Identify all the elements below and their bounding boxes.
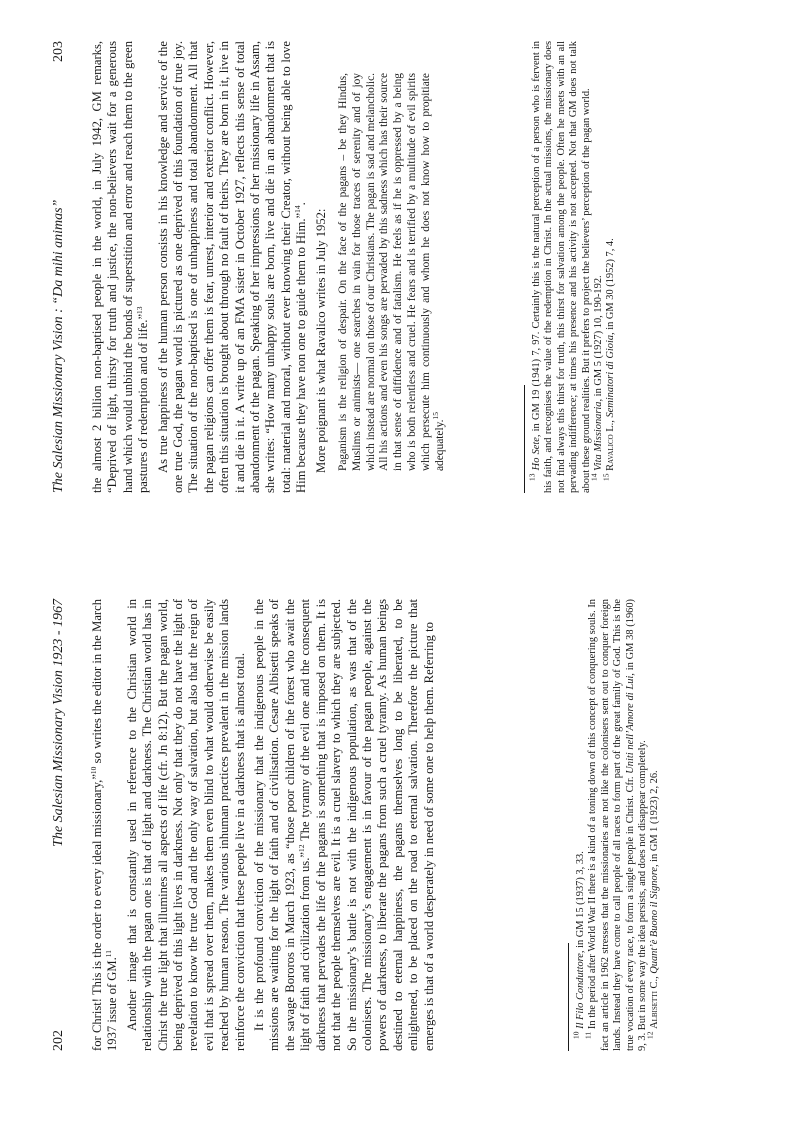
footnote-ref: 14 [293,205,303,213]
block-quote: Paganism is the religion of despair. On the face of the pagans – be they Hindus, Muslims or animists— one searches in vain for those traces of serenity and of joy which instead are normal on those of our Christians. The pagan is sad and melancholic. All his actions and even his songs are pervaded by this sadness which has their source in that sense of diffidence and of fatalism. He feels as if he is oppressed by a being who is both relentless and cruel. He fears and is terrified by a multitude of evil spirits which persecute him continuously and whom he does not know how to propitiate adequately.$^{15}$ [337,73,446,471]
paragraph: It is the profound conviction of the missionary that the indigenous people in the missions are waiting for the light of faith and of civilisation. Cesare Albisetti speaks of the savage Bororos in March 1923, as “those poor children of the forest who await the light of faith and civilization from us.”$^{12}$ The tyranny of the evil one and the consequent darkness that pervades the life of the pagans is something that is imposed on them. It is not that the people themselves are evil. It is a cruel slavery to which they are subjected. So the missionary’s battle is not with the indigenous population, as was that of the colonisers. The missionary’s engagement is in favour of the pagan people, against the powers of darkness, to liberate the pagans from such a cruel tyranny. As human beings destined to eternal happiness, the pagans themselves long to be liberated, to be enlightened, to be placed on the road to eternal salvation. Therefore the picture that emerges is that of a world desperately in need of some one to help them. Referring to [252,599,436,1051]
footnote-divider [524,385,525,493]
right-footnotes [524,41,618,493]
paragraph: More poignant is what Ravalico writes in July 1952: [313,208,328,473]
footnote: $^{12}$ Albisetti C., Quant’è Buono il Signore, in GM 1 (1923) 2, 26. [645,770,661,1039]
paragraph: Another image that is constantly used in reference to the Christian world in relationship with the pagan one is that of light and darkness. The Christian world has in Christ the true light that illumines all aspects of life (cfr. Jn 8:12). But the pagan world, being deprived of this light lives in darkness. Not only that they do not have the light of revelation to know the true God and the only way of salvation, but also that the reign of evil that is spread over them, makes them even blind to what would otherwise be easily reached by human reason. The various inhuman practices prevalent in the mission lands reinforce the conviction that these people live in a darkness that is almost total. [124,599,247,1051]
footnote-ref: 10 [88,766,98,775]
right-running-head [48,41,70,493]
footnote: $^{13}$ Ho Sete, in GM 19 (1941) 7, 97. Certainly this is the natural perception of a person who is fervent in his faith, and recognises the value of the redemption in Christ. In the actual missions, the missionary does not find always this thirst for truth, this thirst for salvation among the people. Often he meets with an all pervading indifference; at times his presence and his activity is not accepted. Not that GM does not talk about these ground realities. But it prefers to project the believers’ perception of the pagan world. [527,41,592,493]
paragraph: As true happiness of the human person consists in his knowledge and service of the one true God, the pagan world is pictured as one deprived of this foundation of true joy. The situation of the non-baptised is one of unhappiness and total abandonment. All that the pagan religions can offer them is fear, unrest, interior and exterior conflict. However, often this situation is brought about through no fault of theirs. They are born in it, live in it and die in it. A write up of an FMA sister in October 1927, reflects this sense of total abandonment of the pagan. Speaking of her impressions of her missionary life in Assam, she writes: “How many unhappy souls are born, live and die in an abandonment that is total: material and moral, without ever knowing their Creator, without being able to love Him because they have non one to guide them to Him.”$^{14}$. [155,41,309,493]
right-body-text [90,41,447,493]
footnote-ref: 11 [104,950,114,958]
paragraph: for Christ! This is the order to every ideal missionary,”$^{10}$ so writes the editor in the March 1937 issue of GM.$^{11}$ [88,599,120,1051]
paragraph: the almost 2 billion non-baptised people in the world, in July 1942, GM remarks, “Deprived of light, thirsty for truth and justice, the non-believers wait for a generous hand which would unbind the bonds of superstition and error and reach them to the green pastures of redemption and of life.”$^{13}$ [90,41,151,493]
footnote: $^{11}$ In the period after World War II there is a kind of a toning down of this concept of conquering souls. In fact an article in 1962 stresses that the missionaries are not like the colonisers sent out to conquer foreign lands. Instead they have come to call people of all races to form part of the great family of God. This is the true vocation of every race, to form a single people in Christ. Cfr. Uniti nell’Amore di Lui, in GM 38 (1960) 9, 3. But in some way the idea persists, and does not disappear completely. [583,598,649,1051]
left-running-head [48,599,70,1051]
right-running-title: The Salesian Missionary Vision : “Da mihi animas” [51,199,66,493]
footnote: $^{10}$ Il Filo Conduttore, in GM 15 (1937) 3, 33. [571,851,586,1039]
footnote-ref: 12 [297,844,307,853]
right-page [48,41,748,493]
right-page-number: 203 [51,41,66,62]
left-running-title: The Salesian Missionary Vision 1923 - 1967 [51,599,66,847]
left-footnotes [568,599,662,1051]
left-page-number: 202 [51,1030,66,1051]
footnote-ref: 13 [135,306,145,314]
left-page [48,599,748,1051]
footnote-ref: 15 [430,412,440,420]
footnote: $^{15}$ Ravalico L., Seminatori di Gioia, in GM 30 (1952) 7, 4. [601,238,617,481]
footnote-divider [568,943,569,1051]
left-body-text [90,599,437,1051]
footnote: $^{14}$ Vita Missionaria, in GM 5 (1927) 10, 190-192. [589,275,605,481]
